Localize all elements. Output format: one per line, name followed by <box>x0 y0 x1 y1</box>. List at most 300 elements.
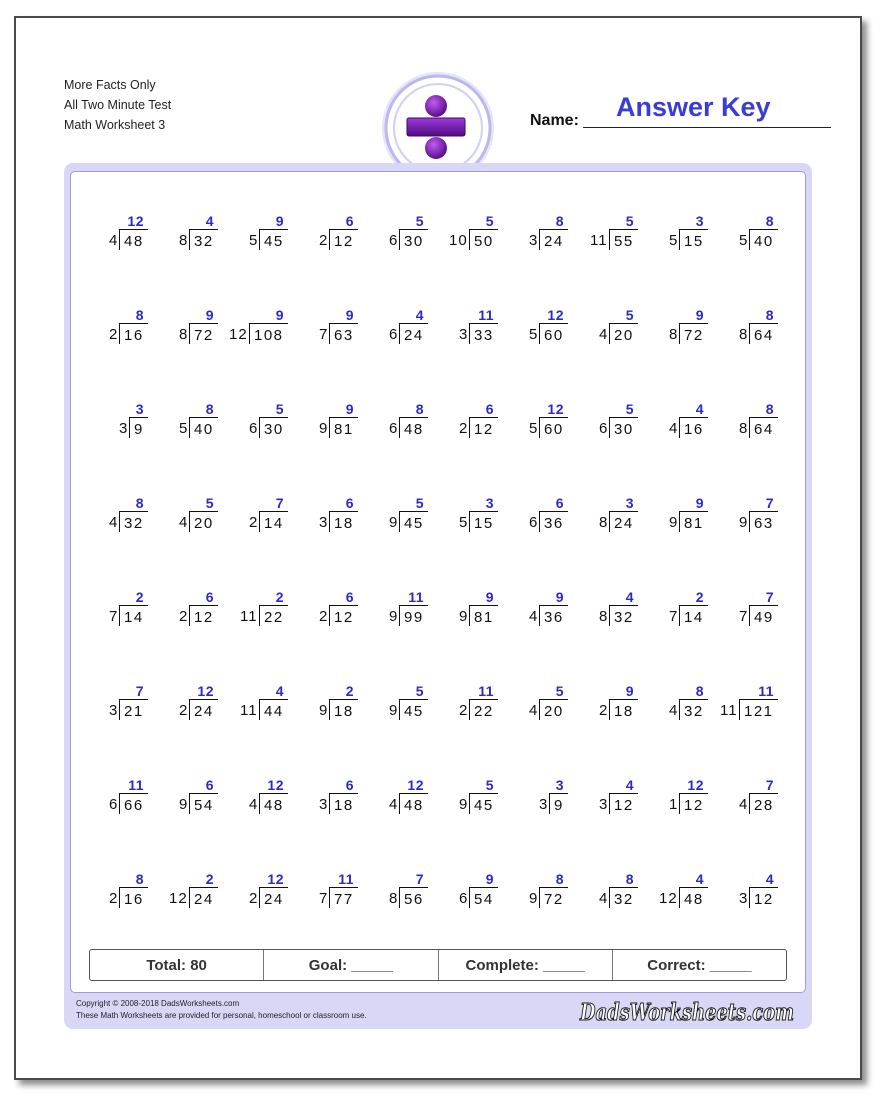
answer: 11 <box>408 589 424 605</box>
dividend: 20 <box>189 511 218 532</box>
answer: 11 <box>338 871 354 887</box>
divisor: 5 <box>739 232 749 249</box>
division-problem <box>648 589 714 631</box>
dividend: 12 <box>329 605 358 626</box>
answer: 3 <box>135 401 144 417</box>
divisor: 2 <box>599 702 609 719</box>
divisor: 5 <box>529 420 539 437</box>
dividend: 22 <box>469 699 498 720</box>
division-problem <box>578 213 644 255</box>
dividend: 12 <box>749 887 778 908</box>
dividend: 40 <box>749 229 778 250</box>
dividend: 72 <box>679 323 708 344</box>
answer: 6 <box>345 213 354 229</box>
dividend: 30 <box>399 229 428 250</box>
answer: 12 <box>267 777 284 793</box>
answer: 8 <box>555 871 564 887</box>
dividend: 14 <box>119 605 148 626</box>
dividend: 32 <box>679 699 708 720</box>
division-problem <box>88 871 154 913</box>
division-problem <box>158 401 224 443</box>
division-problem <box>228 589 294 631</box>
answer: 8 <box>135 871 144 887</box>
answer: 3 <box>625 495 634 511</box>
divisor: 8 <box>599 514 609 531</box>
dividend: 48 <box>399 793 428 814</box>
answer: 5 <box>485 777 494 793</box>
answer: 8 <box>415 401 424 417</box>
divisor: 9 <box>529 890 539 907</box>
division-problem <box>88 495 154 537</box>
divisor: 4 <box>389 796 399 813</box>
division-problem <box>438 871 504 913</box>
division-problem <box>578 495 644 537</box>
divisor: 2 <box>179 608 189 625</box>
answer: 3 <box>695 213 704 229</box>
division-problem <box>718 307 784 349</box>
division-problem <box>298 213 364 255</box>
divisor: 2 <box>319 608 329 625</box>
answer: 9 <box>485 589 494 605</box>
answer: 5 <box>555 683 564 699</box>
dividend: 30 <box>609 417 638 438</box>
dividend: 56 <box>399 887 428 908</box>
division-problem <box>368 401 434 443</box>
divisor: 6 <box>459 890 469 907</box>
divisor: 2 <box>459 702 469 719</box>
division-problem <box>368 871 434 913</box>
dividend: 18 <box>329 793 358 814</box>
division-problem <box>438 777 504 819</box>
dividend: 32 <box>119 511 148 532</box>
answer: 9 <box>625 683 634 699</box>
divisor: 7 <box>669 608 679 625</box>
divisor: 4 <box>529 702 539 719</box>
divisor: 5 <box>179 420 189 437</box>
division-problem <box>578 589 644 631</box>
dividend: 22 <box>259 605 288 626</box>
divisor: 7 <box>319 326 329 343</box>
copyright-line-2: These Math Worksheets are provided for personal, homeschool or classroom use. <box>76 1011 367 1020</box>
division-problem <box>368 777 434 819</box>
divisor: 9 <box>179 796 189 813</box>
dividend: 32 <box>609 887 638 908</box>
division-problem <box>718 683 784 725</box>
division-problem <box>508 495 574 537</box>
dividend: 45 <box>399 699 428 720</box>
dividend: 63 <box>749 511 778 532</box>
dividend: 49 <box>749 605 778 626</box>
division-problem <box>578 683 644 725</box>
divisor: 4 <box>109 232 119 249</box>
division-problem <box>718 871 784 913</box>
dividend: 16 <box>119 887 148 908</box>
answer: 12 <box>407 777 424 793</box>
dividend: 48 <box>679 887 708 908</box>
dividend: 48 <box>119 229 148 250</box>
answer: 8 <box>135 495 144 511</box>
total-cell: Total: 80 <box>90 950 264 980</box>
divisor: 4 <box>669 420 679 437</box>
dividend: 9 <box>549 793 568 814</box>
divisor: 4 <box>599 326 609 343</box>
answer: 6 <box>205 777 214 793</box>
answer: 12 <box>197 683 214 699</box>
copyright-line-1: Copyright © 2008-2018 DadsWorksheets.com <box>76 999 240 1008</box>
divisor: 3 <box>319 796 329 813</box>
dividend: 44 <box>259 699 288 720</box>
answer: 6 <box>555 495 564 511</box>
answer: 8 <box>205 401 214 417</box>
answer: 9 <box>345 307 354 323</box>
answer: 2 <box>345 683 354 699</box>
divisor: 8 <box>669 326 679 343</box>
division-problem <box>648 401 714 443</box>
division-problem <box>158 871 224 913</box>
answer: 4 <box>275 683 284 699</box>
divisor: 9 <box>459 796 469 813</box>
dividend: 81 <box>469 605 498 626</box>
dividend: 18 <box>329 699 358 720</box>
division-problem <box>438 589 504 631</box>
divisor: 8 <box>389 890 399 907</box>
dividend: 66 <box>119 793 148 814</box>
division-problem <box>718 777 784 819</box>
divisor: 3 <box>739 890 749 907</box>
division-problem <box>578 401 644 443</box>
answer: 5 <box>415 213 424 229</box>
division-problem <box>88 683 154 725</box>
division-problem <box>368 307 434 349</box>
answer: 2 <box>135 589 144 605</box>
division-problem <box>228 213 294 255</box>
answer: 6 <box>485 401 494 417</box>
division-problem <box>88 777 154 819</box>
answer: 11 <box>128 777 144 793</box>
division-problem <box>88 589 154 631</box>
divisor: 8 <box>739 420 749 437</box>
answer: 9 <box>345 401 354 417</box>
divisor: 9 <box>319 702 329 719</box>
answer: 2 <box>205 871 214 887</box>
dividend: 24 <box>189 887 218 908</box>
divisor: 4 <box>599 890 609 907</box>
answer: 4 <box>625 777 634 793</box>
division-problem <box>228 495 294 537</box>
dividend: 60 <box>539 417 568 438</box>
answer: 9 <box>695 495 704 511</box>
dividend: 18 <box>609 699 638 720</box>
answer: 12 <box>687 777 704 793</box>
answer: 5 <box>625 213 634 229</box>
division-problem <box>578 307 644 349</box>
answer: 5 <box>415 683 424 699</box>
divisor: 6 <box>389 420 399 437</box>
dividend: 60 <box>539 323 568 344</box>
dividend: 14 <box>259 511 288 532</box>
divisor: 7 <box>739 608 749 625</box>
division-problem <box>508 401 574 443</box>
divisor: 10 <box>449 232 468 249</box>
dividend: 81 <box>679 511 708 532</box>
division-problem <box>718 589 784 631</box>
divisor: 9 <box>389 514 399 531</box>
divisor: 3 <box>109 702 119 719</box>
answer: 2 <box>275 589 284 605</box>
division-problem <box>158 213 224 255</box>
division-problem <box>508 213 574 255</box>
divisor: 9 <box>319 420 329 437</box>
answer: 4 <box>205 213 214 229</box>
division-problem <box>158 495 224 537</box>
answer: 9 <box>555 589 564 605</box>
division-problem <box>508 777 574 819</box>
divisor: 3 <box>599 796 609 813</box>
dividend: 45 <box>399 511 428 532</box>
divisor: 8 <box>739 326 749 343</box>
division-problem <box>158 683 224 725</box>
dividend: 55 <box>609 229 638 250</box>
divisor: 7 <box>319 890 329 907</box>
divisor: 12 <box>229 326 248 343</box>
division-problem <box>508 589 574 631</box>
divisor: 11 <box>240 608 258 625</box>
division-problem <box>648 683 714 725</box>
answer: 2 <box>695 589 704 605</box>
division-problem <box>648 777 714 819</box>
division-problem <box>158 589 224 631</box>
answer: 3 <box>485 495 494 511</box>
header-line-2: All Two Minute Test <box>64 98 172 112</box>
division-problem <box>648 495 714 537</box>
division-problem <box>228 401 294 443</box>
dividend: 40 <box>189 417 218 438</box>
divisor: 3 <box>119 420 129 437</box>
divisor: 11 <box>240 702 258 719</box>
answer: 8 <box>765 307 774 323</box>
answer: 7 <box>415 871 424 887</box>
answer: 6 <box>345 495 354 511</box>
complete-cell: Complete: _____ <box>439 950 613 980</box>
division-problem <box>298 307 364 349</box>
divisor: 3 <box>319 514 329 531</box>
answer: 6 <box>205 589 214 605</box>
division-problem <box>368 213 434 255</box>
answer: 4 <box>695 871 704 887</box>
dividend: 32 <box>609 605 638 626</box>
divisor: 2 <box>319 232 329 249</box>
dividend: 121 <box>739 699 778 720</box>
answer: 7 <box>275 495 284 511</box>
answer: 5 <box>485 213 494 229</box>
header-line-3: Math Worksheet 3 <box>64 118 166 132</box>
answer: 8 <box>695 683 704 699</box>
divisor: 4 <box>249 796 259 813</box>
answer: 3 <box>555 777 564 793</box>
dividend: 12 <box>329 229 358 250</box>
dividend: 50 <box>469 229 498 250</box>
dividend: 21 <box>119 699 148 720</box>
division-problem <box>368 683 434 725</box>
dividend: 24 <box>539 229 568 250</box>
divisor: 2 <box>109 326 119 343</box>
answer-key-title: Answer Key <box>616 92 771 122</box>
answer: 7 <box>765 495 774 511</box>
answer: 9 <box>695 307 704 323</box>
divisor: 11 <box>590 232 608 249</box>
division-problem <box>438 401 504 443</box>
dividend: 54 <box>469 887 498 908</box>
dividend: 15 <box>679 229 708 250</box>
answer: 11 <box>478 683 494 699</box>
answer: 8 <box>555 213 564 229</box>
divisor: 4 <box>529 608 539 625</box>
dividend: 24 <box>609 511 638 532</box>
division-problem <box>228 307 294 349</box>
divisor: 5 <box>459 514 469 531</box>
dividend: 9 <box>129 417 148 438</box>
division-problem <box>298 589 364 631</box>
dividend: 30 <box>259 417 288 438</box>
divisor: 3 <box>459 326 469 343</box>
dividend: 14 <box>679 605 708 626</box>
answer: 4 <box>625 589 634 605</box>
divisor: 8 <box>179 326 189 343</box>
division-problem <box>298 683 364 725</box>
divisor: 6 <box>389 326 399 343</box>
dividend: 45 <box>259 229 288 250</box>
divisor: 2 <box>249 514 259 531</box>
name-field-line[interactable] <box>583 127 831 128</box>
dividend: 28 <box>749 793 778 814</box>
division-problem <box>438 213 504 255</box>
division-problem <box>298 401 364 443</box>
dividend: 48 <box>399 417 428 438</box>
dividend: 64 <box>749 417 778 438</box>
division-problem <box>158 777 224 819</box>
division-problem <box>438 683 504 725</box>
dividend: 45 <box>469 793 498 814</box>
answer: 4 <box>415 307 424 323</box>
divisor: 5 <box>669 232 679 249</box>
divisor: 4 <box>669 702 679 719</box>
answer: 5 <box>415 495 424 511</box>
answer: 5 <box>625 401 634 417</box>
divisor: 9 <box>389 608 399 625</box>
answer: 8 <box>135 307 144 323</box>
dividend: 99 <box>399 605 428 626</box>
dividend: 24 <box>189 699 218 720</box>
divisor: 1 <box>669 796 679 813</box>
divisor: 2 <box>179 702 189 719</box>
answer: 4 <box>695 401 704 417</box>
divisor: 3 <box>539 796 549 813</box>
answer: 11 <box>758 683 774 699</box>
divisor: 4 <box>109 514 119 531</box>
division-problem <box>718 495 784 537</box>
answer: 9 <box>205 307 214 323</box>
division-problem <box>88 401 154 443</box>
answer: 5 <box>275 401 284 417</box>
divisor: 8 <box>179 232 189 249</box>
goal-cell: Goal: _____ <box>264 950 438 980</box>
dividend: 72 <box>539 887 568 908</box>
answer: 9 <box>485 871 494 887</box>
dividend: 12 <box>469 417 498 438</box>
answer: 6 <box>345 589 354 605</box>
division-problem <box>578 871 644 913</box>
answer: 12 <box>547 401 564 417</box>
answer: 6 <box>345 777 354 793</box>
division-problem <box>298 871 364 913</box>
divisor: 8 <box>599 608 609 625</box>
score-table <box>89 949 787 981</box>
copyright-notice <box>76 998 367 1022</box>
divisor: 12 <box>169 890 188 907</box>
dividend: 12 <box>189 605 218 626</box>
answer: 8 <box>765 213 774 229</box>
answer: 4 <box>765 871 774 887</box>
answer: 5 <box>625 307 634 323</box>
division-problem <box>508 683 574 725</box>
answer: 8 <box>765 401 774 417</box>
answer: 9 <box>275 213 284 229</box>
svg-text:DadsWorksheets.com: DadsWorksheets.com <box>579 999 794 1026</box>
answer: 11 <box>478 307 494 323</box>
divisor: 9 <box>739 514 749 531</box>
dividend: 12 <box>609 793 638 814</box>
answer: 7 <box>135 683 144 699</box>
answer: 7 <box>765 589 774 605</box>
divisor: 6 <box>599 420 609 437</box>
dividend: 108 <box>249 323 288 344</box>
dividend: 48 <box>259 793 288 814</box>
divisor: 3 <box>529 232 539 249</box>
divisor: 6 <box>529 514 539 531</box>
dividend: 32 <box>189 229 218 250</box>
dividend: 16 <box>679 417 708 438</box>
answer: 8 <box>625 871 634 887</box>
answer: 9 <box>275 307 284 323</box>
division-problem <box>648 871 714 913</box>
division-problem <box>648 213 714 255</box>
division-problem <box>158 307 224 349</box>
dividend: 20 <box>609 323 638 344</box>
dividend: 81 <box>329 417 358 438</box>
division-problem <box>228 777 294 819</box>
divisor: 7 <box>109 608 119 625</box>
dividend: 24 <box>399 323 428 344</box>
division-problem <box>648 307 714 349</box>
divisor: 6 <box>249 420 259 437</box>
division-problem <box>438 495 504 537</box>
dividend: 12 <box>679 793 708 814</box>
divisor: 5 <box>529 326 539 343</box>
divisor: 11 <box>720 702 738 719</box>
division-problem <box>88 213 154 255</box>
division-problem <box>368 589 434 631</box>
problem-area <box>70 171 806 993</box>
divisor: 9 <box>459 608 469 625</box>
dividend: 77 <box>329 887 358 908</box>
dividend: 64 <box>749 323 778 344</box>
division-problem <box>438 307 504 349</box>
divisor: 6 <box>389 232 399 249</box>
divisor: 4 <box>179 514 189 531</box>
answer: 5 <box>205 495 214 511</box>
division-problem <box>718 213 784 255</box>
division-problem <box>718 401 784 443</box>
